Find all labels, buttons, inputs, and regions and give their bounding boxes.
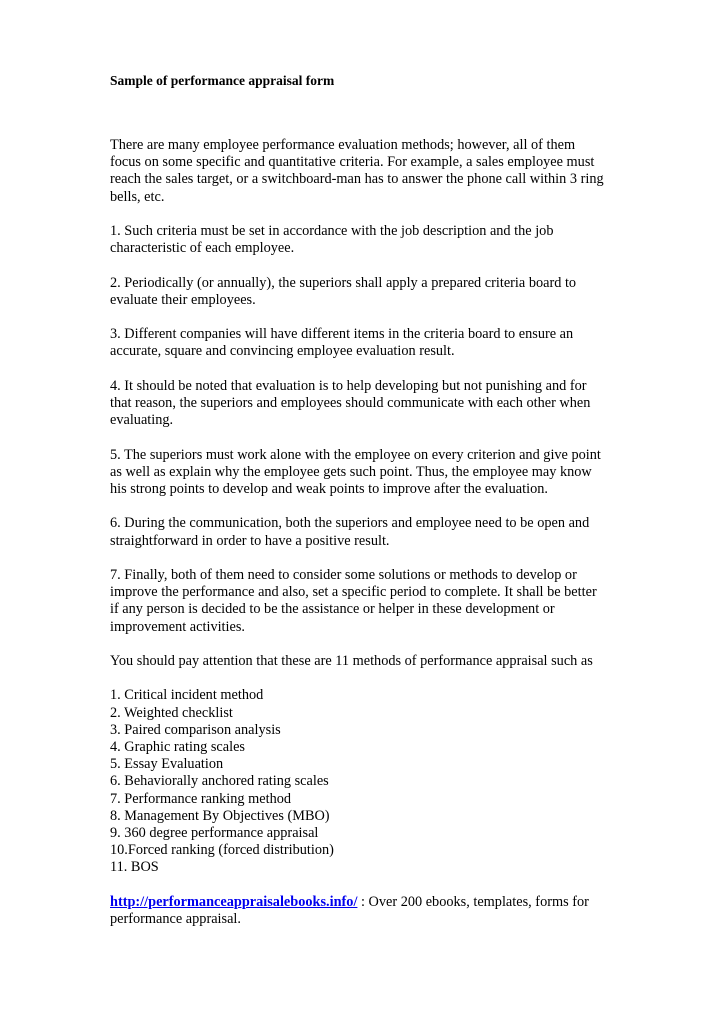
footer-text: : Over 200 ebooks, templates, forms for	[357, 893, 589, 910]
footer-paragraph	[110, 894, 630, 928]
point-5-paragraph	[110, 447, 630, 499]
list-item: 1. Critical incident method	[110, 687, 264, 704]
paragraph-line: improve the performance and also, set a specific period to complete. It shall be better	[110, 584, 597, 601]
list-item: 4. Graphic rating scales	[110, 738, 245, 755]
paragraph-line: improvement activities.	[110, 618, 245, 635]
paragraph-line: evaluating.	[110, 412, 174, 429]
list-item: 6. Behaviorally anchored rating scales	[110, 773, 329, 790]
paragraph-line: There are many employee performance evaluation methods; however, all of them	[110, 137, 576, 153]
paragraph-line: evaluate their employees.	[110, 291, 256, 308]
paragraph-line: bells, etc.	[110, 188, 165, 205]
paragraph-line: if any person is decided to be the assistance or helper in these development or	[110, 601, 555, 618]
list-item: 3. Paired comparison analysis	[110, 721, 281, 738]
paragraph-line: 5. The superiors must work alone with the employee on every criterion and give point	[110, 446, 601, 463]
methods-intro-paragraph	[110, 653, 630, 670]
paragraph-line: 3. Different companies will have different items in the criteria board to ensure an	[110, 326, 574, 343]
point-4-paragraph	[110, 378, 630, 430]
point-7-paragraph	[110, 567, 630, 636]
paragraph-line: 6. During the communication, both the superiors and employee need to be open and	[110, 515, 590, 532]
list-item: 10.Forced ranking (forced distribution)	[110, 842, 334, 859]
point-6-paragraph	[110, 515, 630, 549]
footer-line-2: performance appraisal.	[110, 910, 241, 927]
point-3-paragraph	[110, 326, 630, 360]
paragraph-line: accurate, square and convincing employee evaluation result.	[110, 343, 455, 360]
document-body	[110, 137, 630, 945]
paragraph-line: 1. Such criteria must be set in accordance with the job description and the job	[110, 223, 554, 239]
list-item: 8. Management By Objectives (MBO)	[110, 807, 330, 824]
paragraph-line: 4. It should be noted that evaluation is to help developing but not punishing and for	[110, 377, 587, 394]
list-item: 11. BOS	[110, 859, 159, 876]
point-2-paragraph	[110, 275, 630, 309]
paragraph-line: characteristic of each employee.	[110, 240, 295, 257]
paragraph-line: 7. Finally, both of them need to consider some solutions or methods to develop or	[110, 566, 577, 583]
point-1-paragraph	[110, 223, 630, 257]
list-item: 2. Weighted checklist	[110, 704, 233, 721]
paragraph-line: his strong points to develop and weak points to improve after the evaluation.	[110, 480, 548, 497]
paragraph-line: You should pay attention that these are 11 methods of performance appraisal such as	[110, 652, 593, 669]
paragraph-line: as well as explain why the employee gets such point. Thus, the employee may know	[110, 463, 592, 480]
paragraph-line: 2. Periodically (or annually), the superiors shall apply a prepared criteria board to	[110, 274, 577, 291]
paragraph-line: reach the sales target, or a switchboard-man has to answer the phone call within 3 ring	[110, 171, 604, 188]
paragraph-line: straightforward in order to have a positive result.	[110, 532, 390, 549]
document-title: Sample of performance appraisal form	[110, 73, 335, 88]
list-item: 5. Essay Evaluation	[110, 756, 224, 773]
ebooks-link[interactable]: http://performanceappraisalebooks.info/	[110, 893, 358, 910]
list-item: 9. 360 degree performance appraisal	[110, 824, 319, 841]
paragraph-line: focus on some specific and quantitative criteria. For example, a sales employee must	[110, 154, 595, 171]
methods-list	[110, 687, 630, 876]
footer-line	[110, 894, 630, 911]
paragraph-line: that reason, the superiors and employees should communicate with each other when	[110, 394, 591, 411]
list-item: 7. Performance ranking method	[110, 790, 292, 807]
intro-paragraph	[110, 137, 630, 206]
